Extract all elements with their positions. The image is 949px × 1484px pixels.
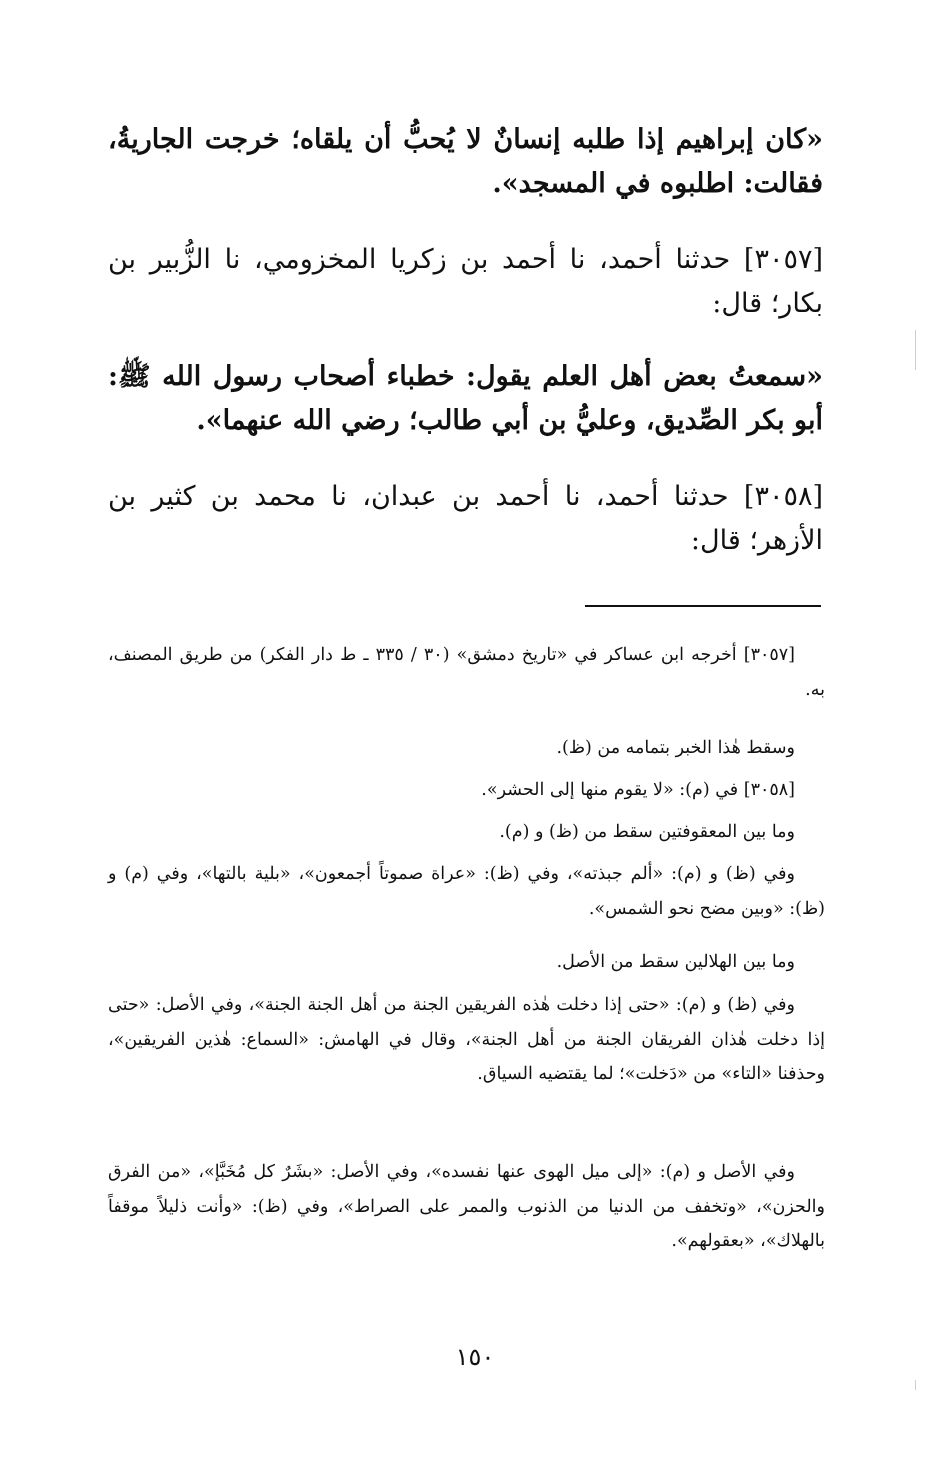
quote-ibrahim: «كان إبراهيم إذا طلبه إنسانٌ لا يُحبُّ أن يلقاه؛ خرجت الجاريةُ، فقالت: اطلبوه في المسجد». (108, 124, 823, 199)
scan-margin-mark (915, 330, 916, 370)
footnote-3057-missing: وسقط هٰذا الخبر بتمامه من (ظ). (556, 738, 795, 758)
footnote-variants-2: وفي (ظ) و (م): «حتى إذا دخلت هٰذه الفريقين الجنة من أهل الجنة الجنة»، وفي الأصل: «حتى إذا دخلت هٰذان الفريقان الجنة من أهل الجنة»، وقال في الهامش: «السماع: هٰذين الفريقين»، وحذفنا «التاء» من «دَخلت»؛ لما يقتضيه السياق. (108, 995, 825, 1084)
footnote-3057: [٣٠٥٧] أخرجه ابن عساكر في «تاريخ دمشق» (٣٠ / ٣٣٥ ـ ط دار الفكر) من طريق المصنف، به. (108, 645, 825, 700)
hadith-3058-chain: [٣٠٥٨] حدثنا أحمد، نا أحمد بن عبدان، نا محمد بن كثير بن الأزهر؛ قال: (108, 481, 823, 556)
page-number: ١٥٠ (455, 1343, 495, 1371)
footnote-variants-1: وفي (ظ) و (م): «ألم جبذته»، وفي (ظ): «عراة صموتاً أجمعون»، «بلية بالتها»، وفي (م) و (ظ): «وبين مضح نحو الشمس». (108, 864, 825, 919)
scan-margin-mark-bottom (915, 1380, 916, 1390)
footnote-parentheses-note: وما بين الهلالين سقط من الأصل. (556, 952, 795, 972)
quote-khutaba: «سمعتُ بعض أهل العلم يقول: خطباء أصحاب رسول الله ﷺ: أبو بكر الصِّديق، وعليُّ بن أبي طالب؛ رضي الله عنهما». (108, 361, 823, 436)
footnote-separator (585, 605, 821, 607)
footnote-variants-3: وفي الأصل و (م): «إلى ميل الهوى عنها نفسده»، وفي الأصل: «بشَرٌ كل مُخَبَّإ»، «من الفرق والحزن»، «وتخفف من الدنيا من الذنوب والممر على الصراط»، وفي (ظ): «وأنت ذليلاً موقفاً بالهلاك»، «بعقولهم». (108, 1162, 825, 1251)
footnote-brackets-note: وما بين المعقوفتين سقط من (ظ) و (م). (499, 822, 795, 842)
footnote-3058: [٣٠٥٨] في (م): «لا يقوم منها إلى الحشر». (481, 780, 795, 800)
hadith-3057-chain: [٣٠٥٧] حدثنا أحمد، نا أحمد بن زكريا المخزومي، نا الزُّبير بن بكار؛ قال: (108, 244, 823, 319)
